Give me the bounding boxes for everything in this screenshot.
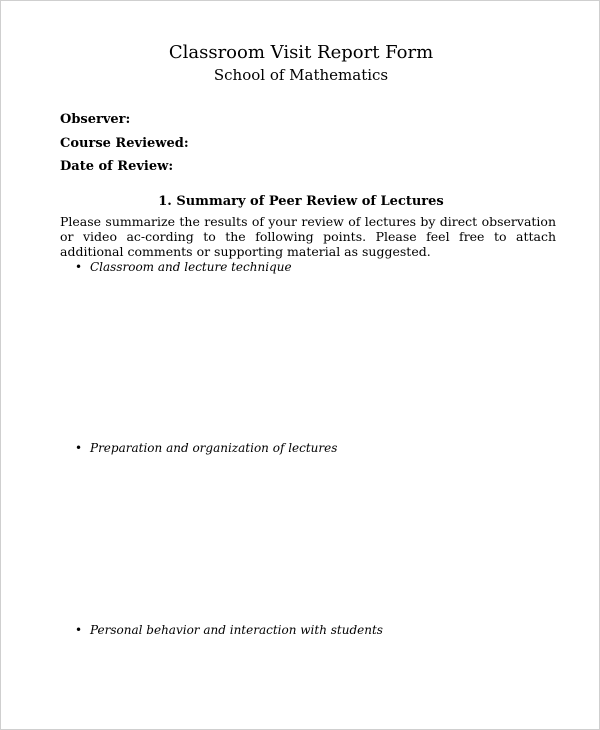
date-of-review-label: Date of Review: (60, 159, 174, 174)
bullet-icon: • (75, 260, 83, 274)
bullet-item-preparation (75, 441, 337, 456)
bullet-item-behavior (75, 623, 383, 638)
bullet-icon: • (75, 623, 83, 637)
form-subtitle: School of Mathematics (213, 66, 389, 84)
section-heading: 1. Summary of Peer Review of Lectures (158, 194, 444, 209)
form-title: Classroom Visit Report Form (168, 42, 434, 63)
section-paragraph: Please summarize the results of your review of lectures by direct observation or video ac-cording to the following points. Please feel free to attach additional comments or supporting material as suggested. (60, 214, 556, 259)
bullet-text: Classroom and lecture technique (90, 260, 292, 274)
course-reviewed-label: Course Reviewed: (60, 136, 189, 151)
bullet-icon: • (75, 441, 83, 455)
bullet-text: Preparation and organization of lectures (90, 441, 338, 455)
bullet-text: Personal behavior and interaction with students (90, 623, 383, 637)
bullet-item-classroom (75, 260, 292, 275)
observer-label: Observer: (60, 112, 131, 127)
